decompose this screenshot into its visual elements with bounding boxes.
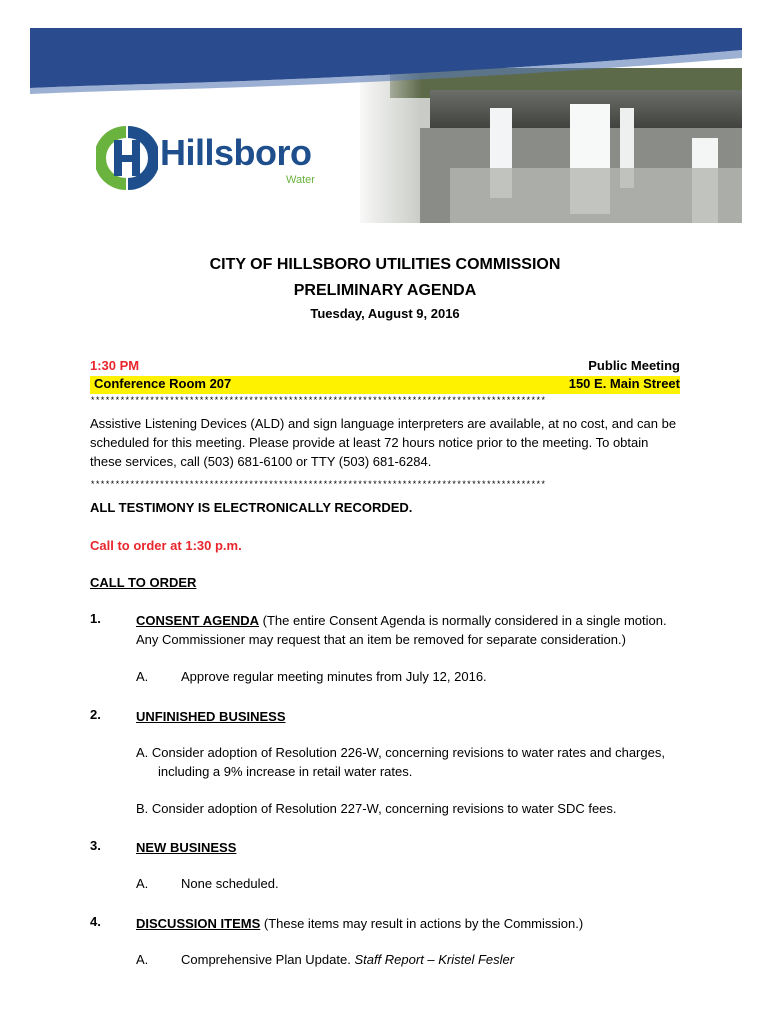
item-4 bbox=[136, 914, 686, 933]
item-2a bbox=[136, 743, 696, 781]
call-to-order-time: Call to order at 1:30 p.m. bbox=[90, 538, 242, 553]
meeting-type: Public Meeting bbox=[588, 358, 680, 373]
hillsboro-logo bbox=[96, 122, 336, 194]
item-2a-line1: A. Consider adoption of Resolution 226-W, concerning revisions to water rates and charges, bbox=[136, 745, 665, 760]
item-1a-letter: A. bbox=[136, 669, 149, 684]
item-1-number: 1. bbox=[90, 611, 101, 626]
item-2-heading: UNFINISHED BUSINESS bbox=[136, 709, 286, 724]
meeting-room: Conference Room 207 bbox=[94, 376, 232, 391]
item-3a-text: None scheduled. bbox=[181, 876, 279, 891]
meeting-location-row bbox=[90, 376, 680, 394]
separator-top: ******************************************************************************************** bbox=[90, 396, 546, 406]
item-4-description: (These items may result in actions by the Commission.) bbox=[260, 916, 584, 931]
item-4a-letter: A. bbox=[136, 952, 149, 967]
item-1-heading: CONSENT AGENDA bbox=[136, 613, 260, 628]
item-1a-text: Approve regular meeting minutes from July 12, 2016. bbox=[181, 669, 487, 684]
meeting-address: 150 E. Main Street bbox=[568, 376, 680, 391]
item-4a bbox=[181, 952, 514, 967]
accessibility-notice: Assistive Listening Devices (ALD) and sign language interpreters are available, at no cost, and can be scheduled for this meeting. Please provide at least 72 hours notice prior to the meeting. To obtain these services, call (503) 681-6100 or TTY (503) 681-6284. bbox=[90, 416, 677, 469]
item-4-number: 4. bbox=[90, 914, 101, 929]
item-3-number: 3. bbox=[90, 838, 101, 853]
item-2b: B. Consider adoption of Resolution 227-W, concerning revisions to water SDC fees. bbox=[136, 801, 617, 816]
logo-wordmark: Hillsboro bbox=[160, 132, 312, 173]
meeting-time: 1:30 PM bbox=[90, 358, 140, 373]
separator-bottom: ******************************************************************************************** bbox=[90, 480, 546, 490]
item-3a-letter: A. bbox=[136, 876, 149, 891]
logo-subtitle: Water bbox=[286, 174, 315, 186]
call-to-order-heading: CALL TO ORDER bbox=[90, 575, 197, 590]
document-subtitle: PRELIMINARY AGENDA bbox=[293, 282, 477, 299]
item-3-heading: NEW BUSINESS bbox=[136, 840, 237, 855]
item-1 bbox=[136, 611, 686, 649]
meeting-date: Tuesday, August 9, 2016 bbox=[310, 306, 460, 321]
item-4a-presenter: Staff Report – Kristel Fesler bbox=[354, 952, 515, 967]
item-2-number: 2. bbox=[90, 707, 101, 722]
item-2a-line2: including a 9% increase in retail water rates. bbox=[158, 764, 413, 779]
item-4a-text: Comprehensive Plan Update. bbox=[181, 952, 355, 967]
testimony-notice: ALL TESTIMONY IS ELECTRONICALLY RECORDED. bbox=[90, 500, 413, 515]
item-1-description: (The entire Consent Agenda is normally considered in a single motion. Any Commissioner may request that an item be removed for separate consideration.) bbox=[136, 613, 667, 647]
document-title: CITY OF HILLSBORO UTILITIES COMMISSION bbox=[209, 256, 561, 273]
meeting-time-row bbox=[90, 358, 680, 376]
item-4-heading: DISCUSSION ITEMS bbox=[136, 916, 261, 931]
hillsboro-h-icon bbox=[96, 124, 158, 192]
